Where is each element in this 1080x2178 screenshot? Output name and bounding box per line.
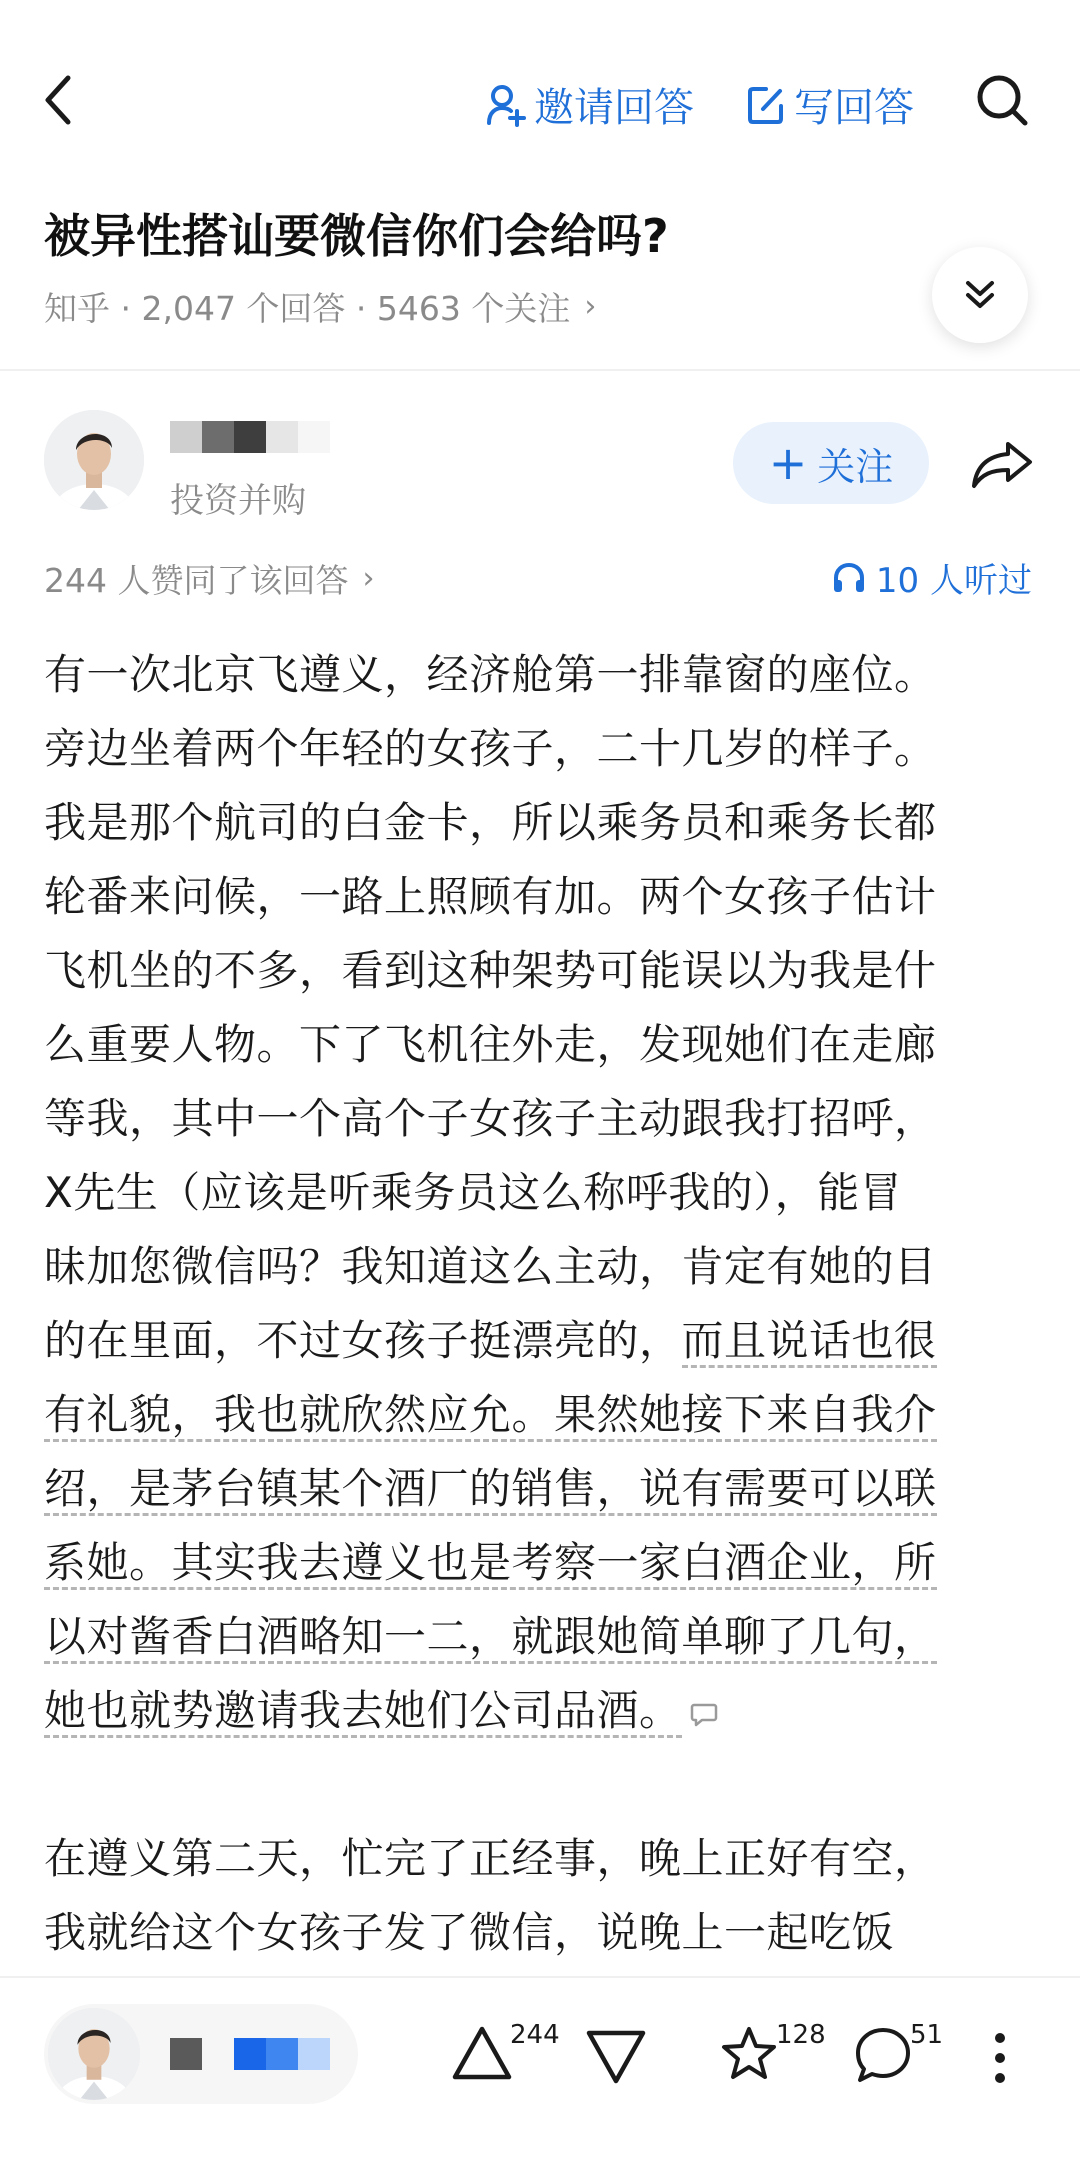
- answer-line: [44, 1600, 1036, 1674]
- highlighted-comment-span[interactable]: 绍，是茅台镇某个酒厂的销售，说有需要可以联: [44, 1464, 937, 1516]
- favorite-count: 128: [776, 2020, 826, 2050]
- plus-icon: +: [768, 436, 808, 490]
- comment-count: 51: [910, 2020, 944, 2050]
- answer-line: 飞机坐的不多，看到这种架势可能误以为我是什: [44, 946, 937, 995]
- highlighted-comment-span[interactable]: 系她。其实我去遵义也是考察一家白酒企业，所: [44, 1538, 937, 1590]
- invite-answer-label: 邀请回答: [534, 85, 694, 131]
- answer-line: 我就给这个女孩子发了微信，说晚上一起吃饭: [44, 1908, 895, 1957]
- chevron-right-icon: ›: [584, 289, 597, 324]
- share-arrow-icon: [970, 438, 1034, 490]
- answer-line: [44, 1452, 1036, 1526]
- double-chevron-down-icon: [962, 277, 998, 313]
- highlighted-comment-span[interactable]: 以对酱香白酒略知一二，就跟她简单聊了几句，: [44, 1612, 937, 1664]
- search-button[interactable]: [974, 72, 1030, 128]
- answer-body: [44, 638, 1036, 1970]
- listen-count: 10 人听过: [875, 561, 1032, 601]
- question-meta[interactable]: [44, 283, 596, 330]
- comment-button[interactable]: [852, 2020, 944, 2086]
- upvote-triangle-icon: [450, 2024, 514, 2082]
- answer-line: [44, 1526, 1036, 1600]
- back-arrow-icon: [40, 72, 76, 128]
- question-title[interactable]: 被异性搭讪要微信你们会给吗?: [44, 209, 669, 263]
- upvote-summary-text: 244 人赞同了该回答: [44, 561, 349, 600]
- favorite-button[interactable]: [718, 2020, 826, 2084]
- question-meta-text: 知乎 · 2,047 个回答 · 5463 个关注: [44, 289, 571, 328]
- answer-line: 轮番来问候，一路上照顾有加。两个女孩子估计: [44, 872, 937, 921]
- answer-line: 我是那个航司的白金卡，所以乘务员和乘务长都: [44, 798, 937, 847]
- avatar: [48, 2008, 140, 2100]
- paragraph-gap: [44, 1748, 1036, 1822]
- write-answer-button[interactable]: [746, 76, 914, 133]
- header-divider: [0, 369, 1080, 371]
- comment-bubble-icon[interactable]: [690, 1677, 718, 1751]
- chevron-right-icon: ›: [362, 561, 375, 596]
- write-answer-label: 写回答: [794, 85, 914, 131]
- answer-line: 昧加您微信吗？我知道这么主动，肯定有她的目: [44, 1242, 937, 1291]
- downvote-button[interactable]: [584, 2028, 648, 2086]
- edit-icon: [746, 84, 786, 126]
- expand-question-button[interactable]: [932, 247, 1028, 343]
- bottom-author-name-pixelated: [170, 2038, 330, 2070]
- upvote-button[interactable]: [450, 2020, 560, 2082]
- upvote-count: 244: [510, 2020, 560, 2050]
- invite-answer-button[interactable]: [486, 76, 694, 133]
- search-icon: [974, 72, 1030, 128]
- highlighted-comment-span[interactable]: 有礼貌，我也就欣然应允。果然她接下来自我介: [44, 1390, 937, 1442]
- answer-line-start: 的在里面，不过女孩子挺漂亮的，: [44, 1316, 682, 1365]
- star-icon: [718, 2024, 780, 2084]
- answer-line: 等我，其中一个高个子女孩子主动跟我打招呼，: [44, 1094, 937, 1143]
- answer-line: [44, 1378, 1036, 1452]
- more-button[interactable]: [990, 2030, 1010, 2090]
- bottom-author-chip[interactable]: [44, 2004, 358, 2104]
- answer-line: [44, 1674, 1036, 1748]
- comment-icon: [852, 2024, 914, 2086]
- answer-line: 在遵义第二天，忙完了正经事，晚上正好有空，: [44, 1834, 937, 1883]
- share-button[interactable]: [970, 438, 1034, 490]
- author-name-pixelated[interactable]: [170, 421, 330, 453]
- invite-person-icon: [486, 83, 526, 127]
- follow-label: 关注: [817, 444, 894, 489]
- highlighted-comment-span[interactable]: 而且说话也很: [682, 1316, 937, 1368]
- more-vertical-icon: [990, 2030, 1010, 2086]
- back-button[interactable]: [40, 72, 76, 128]
- answer-line: [44, 1304, 1036, 1378]
- answer-line: 旁边坐着两个年轻的女孩子，二十几岁的样子。: [44, 724, 937, 773]
- answer-line: 有一次北京飞遵义，经济舱第一排靠窗的座位。: [44, 650, 937, 699]
- listen-button[interactable]: [832, 553, 1032, 602]
- author-description: 投资并购: [170, 481, 306, 521]
- follow-button[interactable]: [733, 422, 929, 504]
- headphones-icon: [832, 561, 866, 595]
- answer-line: X先生（应该是听乘务员这么称呼我的），能冒: [44, 1168, 903, 1217]
- answer-line: 么重要人物。下了飞机往外走，发现她们在走廊: [44, 1020, 937, 1069]
- downvote-triangle-icon: [584, 2028, 648, 2086]
- upvote-summary[interactable]: [44, 555, 374, 602]
- highlighted-comment-span[interactable]: 她也就势邀请我去她们公司品酒。: [44, 1686, 682, 1738]
- avatar[interactable]: [44, 410, 144, 510]
